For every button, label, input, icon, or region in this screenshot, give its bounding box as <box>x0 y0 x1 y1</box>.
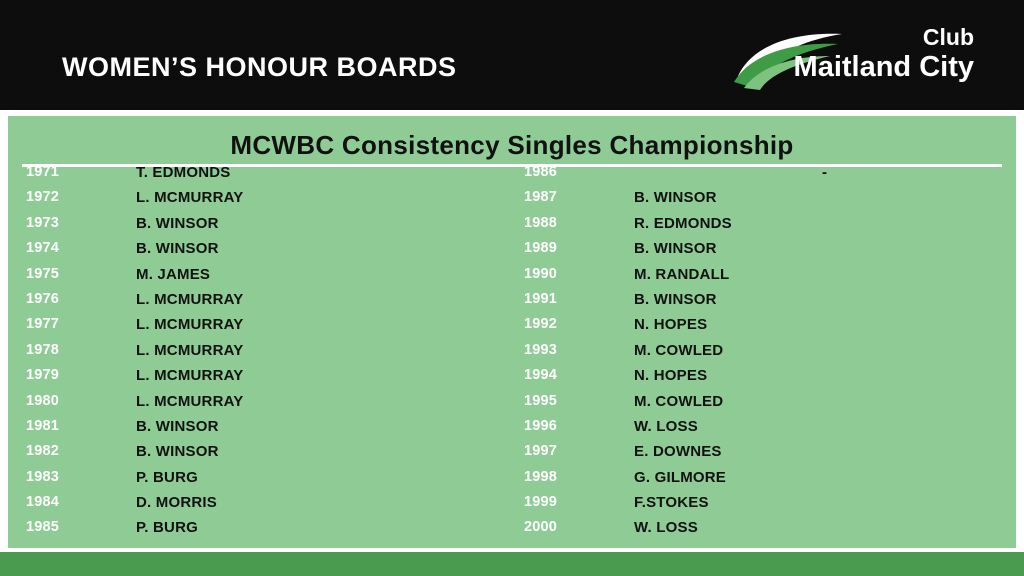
winner-name: D. MORRIS <box>136 494 217 512</box>
list-item <box>26 389 526 414</box>
list-item <box>26 414 526 439</box>
page-title: WOMEN’S HONOUR BOARDS <box>62 52 457 82</box>
list-item <box>26 211 526 236</box>
year-label: 1991 <box>524 290 558 307</box>
year-label: 1974 <box>26 240 60 257</box>
honour-board-columns <box>8 160 1016 545</box>
winner-name: B. WINSOR <box>634 240 717 258</box>
year-label: 1984 <box>26 494 60 511</box>
winner-name: B. WINSOR <box>634 290 717 308</box>
list-item <box>524 211 1024 236</box>
year-label: 1988 <box>524 214 558 231</box>
winner-name: L. MCMURRAY <box>136 392 244 410</box>
list-item <box>524 185 1024 210</box>
winner-name: R. EDMONDS <box>634 214 732 232</box>
year-label: 1997 <box>524 443 558 460</box>
winner-name: B. WINSOR <box>136 443 219 461</box>
winner-name: P. BURG <box>136 519 198 537</box>
slide-header <box>0 0 1024 110</box>
year-label: 1998 <box>524 468 558 485</box>
list-item <box>26 439 526 464</box>
slide-body <box>0 110 1024 576</box>
year-label: 1979 <box>26 367 60 384</box>
list-item <box>26 185 526 210</box>
honour-list-right <box>524 160 1024 541</box>
year-label: 1994 <box>524 367 558 384</box>
winner-name: W. LOSS <box>634 519 698 537</box>
footer-bar <box>0 552 1024 576</box>
winner-name: L. MCMURRAY <box>136 189 244 207</box>
list-item <box>524 515 1024 540</box>
winner-name: L. MCMURRAY <box>136 341 244 359</box>
list-item <box>524 414 1024 439</box>
year-label: 1980 <box>26 392 60 409</box>
year-label: 1972 <box>26 189 60 206</box>
year-label: 1983 <box>26 468 60 485</box>
list-item <box>524 389 1024 414</box>
year-label: 1999 <box>524 494 558 511</box>
winner-name: N. HOPES <box>634 367 708 385</box>
winner-name: L. MCMURRAY <box>136 290 244 308</box>
list-item <box>26 262 526 287</box>
year-label: 1993 <box>524 341 558 358</box>
winner-name: B. WINSOR <box>136 214 219 232</box>
year-label: 1987 <box>524 189 558 206</box>
winner-name: T. EDMONDS <box>136 164 231 181</box>
winner-name: E. DOWNES <box>634 443 722 461</box>
list-item <box>26 465 526 490</box>
winner-name: M. COWLED <box>634 341 724 359</box>
year-label: 1977 <box>26 316 60 333</box>
year-label: 1985 <box>26 519 60 536</box>
list-item <box>524 236 1024 261</box>
year-label: 1995 <box>524 392 558 409</box>
winner-name: M. RANDALL <box>634 265 730 283</box>
list-item <box>524 160 1024 185</box>
winner-name: M. JAMES <box>136 265 211 283</box>
list-item <box>26 287 526 312</box>
list-item <box>26 338 526 363</box>
list-item <box>524 287 1024 312</box>
winner-name: L. MCMURRAY <box>136 367 244 385</box>
list-item <box>26 160 526 185</box>
list-item <box>26 236 526 261</box>
logo-main-word: Maitland City <box>793 51 974 83</box>
list-item <box>524 262 1024 287</box>
year-label: 1990 <box>524 265 558 282</box>
winner-name: P. BURG <box>136 468 198 486</box>
winner-name: N. HOPES <box>634 316 708 334</box>
list-item <box>26 312 526 337</box>
year-label: 1973 <box>26 214 60 231</box>
honour-board-panel <box>8 116 1016 548</box>
list-item <box>524 363 1024 388</box>
year-label: 1992 <box>524 316 558 333</box>
winner-name: G. GILMORE <box>634 468 726 486</box>
list-item <box>524 312 1024 337</box>
year-label: 1976 <box>26 290 60 307</box>
winner-name: - <box>822 164 828 181</box>
year-label: 2000 <box>524 519 558 536</box>
list-item <box>524 338 1024 363</box>
year-label: 1971 <box>26 164 60 180</box>
year-label: 1989 <box>524 240 558 257</box>
board-title: MCWBC Consistency Singles Championship <box>230 130 794 160</box>
year-label: 1978 <box>26 341 60 358</box>
list-item <box>524 465 1024 490</box>
list-item <box>524 490 1024 515</box>
winner-name: B. WINSOR <box>136 240 219 258</box>
winner-name: B. WINSOR <box>634 189 717 207</box>
list-item <box>26 515 526 540</box>
winner-name: L. MCMURRAY <box>136 316 244 334</box>
club-maitland-city-logo <box>734 26 974 92</box>
year-label: 1996 <box>524 417 558 434</box>
winner-name: B. WINSOR <box>136 417 219 435</box>
year-label: 1986 <box>524 164 558 180</box>
winner-name: M. COWLED <box>634 392 724 410</box>
logo-club-word: Club <box>922 24 974 50</box>
list-item <box>524 439 1024 464</box>
winner-name: W. LOSS <box>634 417 698 435</box>
list-item <box>26 363 526 388</box>
list-item <box>26 490 526 515</box>
year-label: 1981 <box>26 417 60 434</box>
year-label: 1982 <box>26 443 60 460</box>
winner-name: F.STOKES <box>634 494 709 512</box>
year-label: 1975 <box>26 265 60 282</box>
honour-list-left <box>26 160 526 541</box>
